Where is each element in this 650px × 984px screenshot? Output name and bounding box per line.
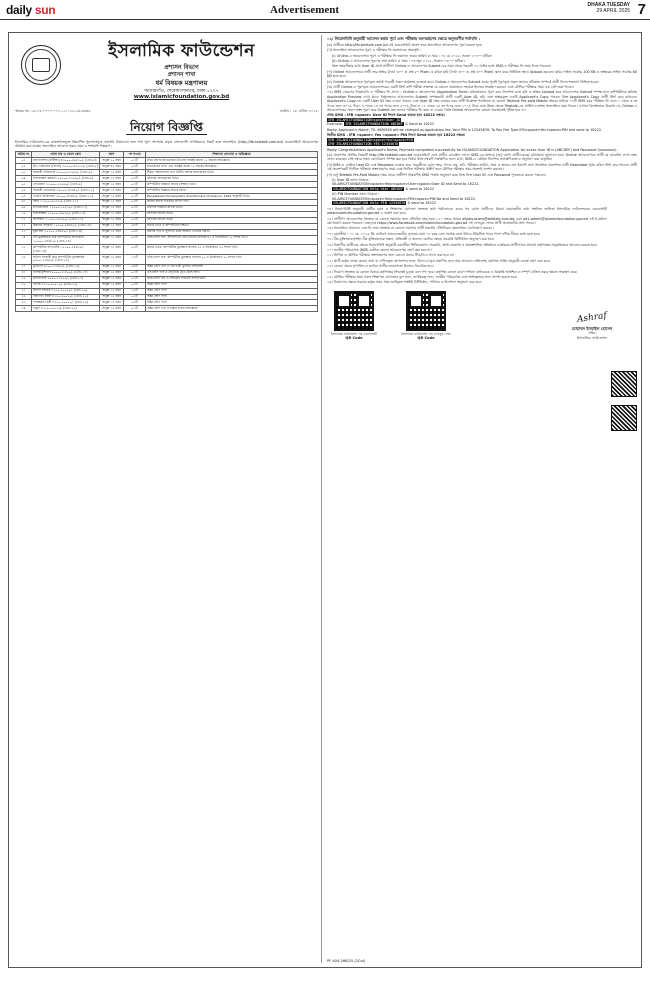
first-sms-title: প্রথম SMS : IFB <space> User ID লিখে Send করতে হবে 16222 নম্বরে। bbox=[327, 113, 445, 118]
vacancy-age: অনূর্ধ্ব ৩২ বছর bbox=[100, 288, 124, 294]
memo-number: স্মারক নং- ১৬.০৫.০০০০.০০১.১১.০২২.২৩-৩৩৩৪ bbox=[15, 109, 91, 114]
qr-and-signature-row bbox=[327, 291, 637, 340]
admit-card-download: (খ) SMS-এ প্রেরিত User ID এবং Password ব্যবহার করে পরবর্তীতে রোল নম্বর, পদের নাম, ছবি, পরীক্ষার তারিখ, সময় ও স্থানের নাম ইত্যাদি তথ্য সংবলিত প্রবেশপত্র প্রার্থী Download পূর্বক রঙিন প্রিন্ট করে নিবেন। প্রার্থী এই প্রবেশপত্রটি লিখিত পরীক্ষায় অংশগ্রহণের সময় এবং লিখিত পরীক্ষায় উত্তীর্ণ হলে মৌখিক পরীক্ষার সময় অবশ্যই প্রদর্শন করবেন। bbox=[327, 162, 637, 172]
vacancy-requirements: স্নাতক ডিগ্রি; কম্পিউটার মুদ্রাক্ষরে বাংলায় ২৫ ও ইংরেজিতে ৩০ শব্দের গতি। bbox=[146, 245, 318, 255]
recovery-pin-example: ISLAMICFOUNDATION Help PIN 12345678 bbox=[333, 201, 406, 206]
website-qr-block bbox=[327, 291, 381, 340]
vacancy-age: অনূর্ধ্ব ৩২ বছর bbox=[100, 217, 124, 223]
vacancy-count: ০২টি bbox=[124, 211, 146, 217]
cond-eligible-list: ০৪। নিয়োগবিধি অনুযায়ী প্রার্থীর বয়স ও শিক্ষাগত যোগ্যতা সংক্রান্ত তথ্য পর্যালোচনা করার পর যোগ্য প্রার্থীদের বিষয়ে প্রয়োজনীয় তথ্য সম্বলিত তালিকা ইসলামিক ফাউন্ডেশনের ওয়েবসাইট www.islamicfoundation.gov.bd এ প্রকাশ করা হবে। bbox=[327, 206, 607, 216]
memo-date: তারিখ : ২৮ এপ্রিল ২০২৫ bbox=[279, 109, 318, 114]
vacancy-post-name: সাঁট-মুদ্রাক্ষরিক কাম কম্পিউটার অপারেটর ১০২০০-২৪৬৮০/- (গ্রেড-১৪) bbox=[32, 235, 100, 245]
vacancy-count: ০৫টি bbox=[124, 294, 146, 300]
division-name: প্রশাসন বিভাগ bbox=[164, 64, 199, 72]
vacancy-serial: ০৫ bbox=[16, 182, 32, 188]
website-qr-caption: ইসলামিক ফাউন্ডেশন এর ওয়েবসাইট bbox=[330, 331, 378, 336]
vacancy-row bbox=[16, 255, 318, 265]
vacancy-serial: ১৮ bbox=[16, 270, 32, 276]
vacancy-requirements: অষ্টম শ্রেণি পাস। bbox=[146, 288, 318, 294]
vacancy-age: অনূর্ধ্ব ৩২ বছর bbox=[100, 211, 124, 217]
vacancy-serial: ১৫ bbox=[16, 245, 32, 255]
vacancy-count: ১৫টি bbox=[124, 255, 146, 265]
vacancy-post-name: নিরাপত্তা প্রহরী ৮২৫০-২০০১০/- (গ্রেড-২০) bbox=[32, 294, 100, 300]
side-qr-code-icon[interactable] bbox=[611, 371, 637, 397]
vacancy-requirements: এসএসসি পাস ও বৈদ্যুতিক ট্রেড কোর্স সনদ। bbox=[146, 270, 318, 276]
vacancy-count: ০২টি bbox=[124, 199, 146, 205]
cond-ta-da: ১১। লিখিত ও মৌখিক পরীক্ষায় অংশগ্রহণের জন্য কোনো প্রকার টিএ/ডিএ প্রদান করা হবে না। bbox=[327, 253, 455, 258]
vacancy-age: অনূর্ধ্ব ৩২ বছর bbox=[100, 276, 124, 282]
vacancy-table-header-cell: পদ সংখ্যা bbox=[124, 152, 146, 158]
vacancy-age: অনূর্ধ্ব ৩২ বছর bbox=[100, 282, 124, 288]
facebook-qr-caption: ইসলামিক ফাউন্ডেশন এর ফেসবুক পেজ bbox=[401, 331, 451, 336]
vacancy-table-header-cell: শিক্ষাগত যোগ্যতা ও অভিজ্ঞতা bbox=[146, 152, 318, 158]
second-sms-title: দ্বিতীয় SMS : IFB <space> Yes <space> PIN লিখে Send করতে হবে 16222 নম্বরে। bbox=[327, 133, 466, 138]
vacancy-age: অনূর্ধ্ব ৩২ বছর bbox=[100, 294, 124, 300]
vacancy-serial: ১৩ bbox=[16, 229, 32, 235]
vacancy-count: ০৩টি bbox=[124, 300, 146, 306]
vacancy-count: ০১টি bbox=[124, 276, 146, 282]
vacancy-requirements: বাণিজ্যে স্নাতক ডিগ্রি। bbox=[146, 217, 318, 223]
cond-fee-window: উক্ত সময়সীমার মধ্যে User ID প্রাপ্ত প্রার্থীগণ Online-এ আবেদনপত্র Submit-এর সময় থেকে পরবর্তী ৭২ ঘণ্টার মধ্যে SMS-এ পরীক্ষার ফি জমা দিতে পারবেন। bbox=[332, 64, 552, 69]
vacancy-serial: ২২ bbox=[16, 294, 32, 300]
vacancy-count: ০৫টি bbox=[124, 235, 146, 245]
page-number: 7 bbox=[637, 1, 646, 18]
vacancy-serial: ০১ bbox=[16, 158, 32, 164]
branch-name: প্রশাসন শাখা bbox=[167, 71, 196, 78]
vacancy-table bbox=[15, 151, 318, 312]
vacancy-post-name: কম্পিউটার অপারেটর ১০২০০-২৪৬৮০/- (গ্রেড-১৪) bbox=[32, 245, 100, 255]
vacancy-post-name: ক্যাটালগার ৯০০০-২১৮০০/- (গ্রেড-১৭) bbox=[32, 276, 100, 282]
second-sms-reply: Reply: Congratulations Applicant's Name, Payment completed successfully for ISLAMICFOUNDATION Application for xxxxx User ID is (ABCDEF) and Password (xxxxxxxx). bbox=[327, 147, 618, 152]
dateline-date: 29 APRIL 2025 bbox=[596, 8, 630, 15]
vacancy-serial: ২১ bbox=[16, 288, 32, 294]
cond-departmental: ০৯। বিভাগীয় প্রার্থীদের ক্ষেত্রে নিয়োগবিধি অনুযায়ী বয়সসীমা শিথিলযোগ্য। সরকারি, আধা-সরকারি ও স্বায়ত্তশাসিত প্রতিষ্ঠানে চাকরিরত প্রার্থীগণকে যথাযথ কর্তৃপক্ষের অনুমতিক্রমে আবেদন করতে হবে। bbox=[327, 242, 598, 247]
second-sms-format: IFB ISLAMICFOUNDATION<space>Yes<space>PIN bbox=[328, 137, 413, 142]
vacancy-serial: ১৯ bbox=[16, 276, 32, 282]
recovery-pin-format: ISLAMICFOUNDATION<space>Help<space>PIN<space>PIN No and Send to 16222. bbox=[332, 196, 477, 201]
vacancy-age: অনূর্ধ্ব ৪৫ বছর bbox=[100, 164, 124, 170]
vacancy-requirements: কামিল অথবা দাওরায়ে হাদিস পাস। bbox=[146, 199, 318, 205]
cond-quota: ০৮। বীর মুক্তিযোদ্ধা/শহিদ বীর মুক্তিযোদ্ধার সন্তান, প্রতিবন্ধী ও অন্যান্য কোটার ক্ষেত্রে সরকারি বিধিবিধান অনুসরণ করা হবে। bbox=[327, 237, 495, 242]
vacancy-requirements: প্রথম শ্রেণির স্নাতকোত্তর ডিগ্রিসহ সংশ্লিষ্ট কাজে ১৫ বছরের অভিজ্ঞতা। bbox=[146, 158, 318, 164]
cond-apply-online: (ক) প্রার্থীকে http://ifb.teletalk.com.bd এই ওয়েবসাইটে প্রবেশ করে অনলাইনে আবেদনপত্র পূরণ করতে হবে। bbox=[327, 42, 483, 47]
cond-helpline: ০৬। অনলাইনে আবেদন এবং ফি জমা সংক্রান্ত যে কোনো সমস্যায় প্রার্থী সরাসরি টেলিটকের হেল্পলাইনে যোগাযোগ করবেন। bbox=[327, 226, 494, 231]
cond-age-limit: ০৭। বয়সসীমা : ০১ মে, ২০২৫ খ্রি. তারিখে আবেদনকারীর ন্যূনতম বয়স ১৮ বছর এবং সর্বোচ্চ বয়স উপরে উল্লিখিত পদের পাশে বর্ণিত সীমার মধ্যে হতে হবে। bbox=[327, 231, 541, 236]
vacancy-row bbox=[16, 306, 318, 312]
vacancy-requirements: Bangladesh Homeopathic Practitioners Ordinance, 1983 অনুযায়ী ডিগ্রি। bbox=[146, 193, 318, 199]
vacancy-count: ১৫টি bbox=[124, 288, 146, 294]
notice-header bbox=[15, 41, 318, 101]
vacancy-table-header-cell: পদের নাম ও বেতন স্কেল bbox=[32, 152, 100, 158]
cond-schedule: (খ) অনলাইনে আবেদনপত্র পূরণ ও পরীক্ষার ফি জমাদানের সময়সূচি : bbox=[327, 48, 422, 53]
first-sms-example: IFB ISLAMICFOUNDATION ABCDEF bbox=[345, 122, 404, 127]
vacancy-age: অনূর্ধ্ব ৩২ বছর bbox=[100, 270, 124, 276]
vacancy-serial: ০৭ bbox=[16, 193, 32, 199]
recovery-pin-title: (ii) PIN Number জানা থাকলে : bbox=[332, 192, 380, 197]
cond-government-rules: ১৬। নিয়োগের ক্ষেত্রে সরকার কর্তৃক সময় সময় জারিকৃত সংশ্লিষ্ট বিধিবিধান, পরিপত্র ও নির্দেশনা অনুসরণ করা হবে। bbox=[327, 280, 482, 285]
vacancy-count: ০১টি bbox=[124, 164, 146, 170]
notice-intro: ইসলামিক ফাউন্ডেশন-এর রাজস্বখাতভুক্ত নিম্নবর্ণিত শূন্যপদসমূহে সরাসরি নিয়োগের জন্য শর্ত পূরণ সাপেক্ষে প্রকৃত বাংলাদেশি নাগরিকদের নিকট হতে অনলাইনে (http://ifb.teletalk.com.bd) ওয়েবসাইটে আবেদনপত্র আহ্বান করা যাচ্ছে। অনলাইনে আবেদন করার সময় ও শর্তাবলি নিম্নরূপ : bbox=[15, 139, 318, 148]
vacancy-serial: ১৪ bbox=[16, 235, 32, 245]
vacancy-requirements: অষ্টম শ্রেণি পাস। bbox=[146, 282, 318, 288]
recovery-userid-title: (i) User ID জানা থাকলে : bbox=[332, 178, 371, 183]
vacancy-post-name: উপ-পরিচালক (বিদেশ) ৩৫৫০০-৬৭০১০/- (গ্রেড-৫) bbox=[33, 163, 98, 168]
vacancy-age: অনূর্ধ্ব ৩২ বছর bbox=[100, 176, 124, 182]
vacancy-serial: ২৪ bbox=[16, 306, 32, 312]
vacancy-serial: ১১ bbox=[16, 217, 32, 223]
vacancy-age: অনূর্ধ্ব ৩২ বছর bbox=[100, 199, 124, 205]
vacancy-serial: ০৪ bbox=[16, 176, 32, 182]
vacancy-count: ০১টি bbox=[124, 270, 146, 276]
recovery-userid-send-to: & send to 16222 bbox=[405, 186, 435, 191]
vacancy-count: ০১টি bbox=[124, 217, 146, 223]
ministry-name: ধর্ম বিষয়ক মন্ত্রণালয় bbox=[155, 78, 208, 87]
vacancy-requirements: স্বীকৃত বিশ্ববিদ্যালয় হতে দ্বিতীয় শ্রেণির স্নাতকোত্তর ডিগ্রি। bbox=[146, 170, 318, 176]
vacancy-age: অনূর্ধ্ব ৩২ বছর bbox=[100, 223, 124, 229]
vacancy-count: ০১টি bbox=[124, 176, 146, 182]
cond-start-date: (i) Online-এ আবেদনপত্র পূরণ ও পরীক্ষার ফি জমাদান শুরুর তারিখ ও সময় : ০৪ মে ২০২৫, সকাল ১০:০০ ঘটিকা। bbox=[332, 53, 493, 58]
vacancy-serial: ০৮ bbox=[16, 199, 32, 205]
cond-contact: ০৫। প্রার্থীগণ আবেদনপত্র সংক্রান্ত যে কোনো সমস্যার জন্য টেলিটক নম্বর হতে ১২১ নম্বরে অথবা alljobs.query@teletalk.com.bd এবং ad1.admin@islamicfoundation.gov.bd এই ই-মেইলে যোগাযোগ করতে পারবেন। এছাড়াও https://www.facebook.com/islamicfoundation.gov.bd এই ফেসবুক পেজে প্রার্থী প্রয়োজনীয় তথ্য পাবেন। bbox=[327, 216, 607, 225]
vacancy-post-name: হোমিও চিকিৎসক ১৬০০০-৩৮৬৪০/- (গ্রেড-১০) bbox=[32, 193, 100, 199]
first-sms-reply: Reply: Applicant's Name, TK. 669/558 will be charged as application fee. Your PIN is 12345678. To Pay Fee Type IFB<space>Yes<space>PIN and send to 16222. bbox=[327, 127, 603, 132]
recovery-info: (গ) শুধু Teletalk Pre-Paid Mobile নম্বর থেকে প্রার্থীগণ নিম্নবর্ণিত SMS পদ্ধতি অনুসরণ করে নিজ নিজ User ID এবং Password পুনরুদ্ধার করতে পারবেন। bbox=[327, 172, 546, 177]
vacancy-requirements: গ্রন্থাগার বিজ্ঞানে স্নাতক ডিগ্রি। bbox=[146, 205, 318, 211]
vacancy-age: অনূর্ধ্ব ৩২ বছর bbox=[100, 235, 124, 245]
vacancy-count: ০৮টি bbox=[124, 223, 146, 229]
website-qr-code-icon[interactable] bbox=[334, 291, 374, 331]
vacancy-post-name: মুয়াজ্জিন ১০২০০-২৪৬৮০/- (গ্রেড-১৪) bbox=[32, 229, 100, 235]
vacancy-age: অনূর্ধ্ব ৩২ বছর bbox=[100, 193, 124, 199]
vacancy-requirements: এইচএসসি পাস ও লাইব্রেরি সায়েন্সে সার্টিফিকেট। bbox=[146, 276, 318, 282]
vacancy-count: ০৫টি bbox=[124, 282, 146, 288]
vacancy-post-name: সহকারী পরিচালক ২২০০০-৫৩০৬০/- (গ্রেড-৯) bbox=[32, 170, 100, 176]
vacancy-requirements: অষ্টম শ্রেণি পাস। bbox=[146, 300, 318, 306]
dateline-weekday: TUESDAY bbox=[606, 2, 630, 8]
vacancy-age: অনূর্ধ্ব ৩২ বছর bbox=[100, 306, 124, 312]
signatory-org: ইসলামিক ফাউন্ডেশন bbox=[577, 335, 607, 340]
vacancy-post-name: বাবুর্চি ৮২৫০-২০০১০/- (গ্রেড-২০) bbox=[32, 306, 100, 312]
vacancy-age: অনূর্ধ্ব ৩২ বছর bbox=[100, 245, 124, 255]
logo-part-daily: daily bbox=[6, 3, 32, 17]
vacancy-requirements: এইচএসসি পাস; কম্পিউটার মুদ্রাক্ষরে বাংলায় ২০ ও ইংরেজিতে ২০ শব্দের গতি। bbox=[146, 255, 318, 265]
vacancy-requirements: বাণিজ্যে স্নাতক ডিগ্রি। bbox=[146, 211, 318, 217]
vacancy-age: অনূর্ধ্ব ৫০ বছর bbox=[100, 158, 124, 164]
website-qr-label: QR Code bbox=[345, 335, 363, 340]
ad-reference-number: PF 404-266/25 (2Col) bbox=[327, 958, 366, 963]
vacancy-age: অনূর্ধ্ব ৩২ বছর bbox=[100, 187, 124, 193]
vacancy-count: ০১টি bbox=[124, 158, 146, 164]
signature-image: Ashraf bbox=[576, 311, 608, 326]
signatory-designation: সচিব bbox=[588, 331, 596, 336]
vacancy-post-name: লাইব্রেরিয়ান ১২৫০০-৩০২৩০/- (গ্রেড-১১) bbox=[32, 205, 100, 211]
vacancy-age: অনূর্ধ্ব ৩২ বছর bbox=[100, 255, 124, 265]
second-sms-example: IFB ISLAMICFOUNDATION YES 12345678 bbox=[328, 142, 399, 147]
cond-info-accuracy: (ঘ) Online আবেদনপত্রে পূরণকৃত তথ্যই পরবর্তী সকল কার্যক্রমে ব্যবহৃত হবে। Online-এ আবেদনপত্র Submit করার পূর্বেই পূরণকৃত সকল তথ্যের সঠিকতা সম্পর্কে প্রার্থী নিজে শতভাগ নিশ্চিত হবেন। bbox=[327, 79, 600, 84]
vacancy-post-name: খাদেম ৮২৫০-২০০১০/- (গ্রেড-২০) bbox=[32, 282, 100, 288]
vacancy-count: ০১টি bbox=[124, 182, 146, 188]
vacancy-requirements: অষ্টম শ্রেণি পাস। bbox=[146, 294, 318, 300]
notice-right-column bbox=[327, 37, 637, 340]
vacancy-age: অনূর্ধ্ব ৩২ বছর bbox=[100, 182, 124, 188]
vacancy-age: অনূর্ধ্ব ৩২ বছর bbox=[100, 229, 124, 235]
vacancy-serial: ২৩ bbox=[16, 300, 32, 306]
memo-row bbox=[15, 109, 318, 113]
logo-part-sun: sun bbox=[34, 3, 56, 17]
recovery-userid-example: ISLAMICFOUNDATION Help User ABCDEF bbox=[333, 186, 404, 191]
vacancy-serial: ০৯ bbox=[16, 205, 32, 211]
vacancy-age: অনূর্ধ্ব ৩২ বছর bbox=[100, 170, 124, 176]
vacancy-serial: ২০ bbox=[16, 282, 32, 288]
vacancy-count: ০১টি bbox=[124, 205, 146, 211]
notice-title bbox=[15, 120, 318, 135]
admit-card-info: (ক) প্রবেশপত্র প্রাপ্তির বিষয়টি http://ifb.teletalk.com.bd ওয়েবসাইটে এবং প্রার্থীর মোবাইল ফোনে SMS-এর মাধ্যমে (শুধু যোগ্য প্রার্থীদেরকে) যথাসময়ে জানানো হবে। Online আবেদনপত্রে প্রার্থী যে মোবাইল ফোন নম্বর প্রদান করেছেন সেই নম্বরে সকল যোগাযোগ সম্পন্ন করা হবে বিধায় উক্ত নম্বরটি সার্বক্ষণিক সচল রাখা, SMS-এ প্রেরিত নির্দেশনা তাৎক্ষণিকভাবে অনুসরণ করা বাঞ্ছনীয়। bbox=[327, 152, 637, 162]
vacancy-post-name: প্রোগ্রামার ২২০০০-৫৩০৬০/- (গ্রেড-৯) bbox=[32, 182, 100, 188]
vacancy-row bbox=[16, 245, 318, 255]
signatory-name: মোহাম্মদ ইসমাইল হোসেন bbox=[571, 326, 613, 332]
vacancy-count: ০৩টি bbox=[124, 245, 146, 255]
dateline-city: DHAKA bbox=[587, 2, 606, 8]
vacancy-post-name: হিসাবরক্ষক ১১০০০-২৬৫৯০/- (গ্রেড-১৩) bbox=[32, 211, 100, 217]
org-address: আগারগাঁও, শেরেবাংলানগর, ঢাকা-১২০৭ bbox=[144, 88, 219, 94]
cond-nid: ১০। জাতীয় পরিচয়পত্র (NID) ব্যতীত কোনো আবেদনপত্র গ্রহণ করা হবে না। bbox=[327, 248, 432, 253]
vacancy-requirements: অষ্টম শ্রেণি পাস ও বৈধ ভারী ড্রাইভিং লাইসেন্স। bbox=[146, 264, 318, 270]
cond-photo-upload: (গ) Online আবেদনপত্রে প্রার্থী তার স্বাক্ষর (দৈর্ঘ্য ৩০০ × প্রস্থ ৮০ Pixel) ও রঙিন ছবি (দৈর্ঘ্য ৩০০ × প্রস্থ ৩০০ Pixel) স্ক্যান করে নির্ধারিত স্থানে Upload করবেন। ছবির সাইজ সর্বোচ্চ 100 KB ও স্বাক্ষরের সাইজ সর্বোচ্চ 60 KB হতে হবে। bbox=[327, 69, 637, 79]
vacancy-requirements: এইচএসসি পাস; সাঁটলিপিতে প্রতি মিনিটে বাংলায় ৪৫ ও ইংরেজিতে ৭০ শব্দের গতি। bbox=[146, 235, 318, 245]
org-website-link[interactable]: www.islamicfoundation.gov.bd bbox=[133, 94, 230, 101]
vacancy-age: অনূর্ধ্ব ৩২ বছর bbox=[100, 300, 124, 306]
vacancy-age: অনূর্ধ্ব ৩২ বছর bbox=[100, 264, 124, 270]
notice-left-column bbox=[15, 37, 318, 312]
vacancy-age: অনূর্ধ্ব ৩২ বছর bbox=[100, 205, 124, 211]
notice-title-text: নিয়োগ বিজ্ঞপ্তি bbox=[126, 120, 207, 135]
vacancy-count: ০১টি bbox=[124, 187, 146, 193]
vacancy-row bbox=[16, 235, 318, 245]
recruitment-notice bbox=[8, 32, 642, 968]
vacancy-count: ০২টি bbox=[124, 229, 146, 235]
vacancy-post-name: মহাপরিদর্শক (নিরীক্ষা) ৪৩০০০-৬৯৮৫০/- (গ্রেড-৪) bbox=[32, 158, 100, 164]
section-title: Advertisement bbox=[270, 4, 340, 16]
vacancy-count: ০৫টি bbox=[124, 170, 146, 176]
sms-fee-rules: ০৩। SMS প্রেরণের নিয়মাবলি ও পরীক্ষার ফি প্রদান : Online-এ আবেদনপত্র (Application Form) যথাযথভাবে পূরণ করে নির্দেশনা মতে ছবি ও স্বাক্ষর Upload করে আবেদনপত্র Submit সম্পন্ন হলে কম্পিউটারে ছবিসহ Application Preview দেখা যাবে। নির্ভুলভাবে আবেদনপত্র Submit সম্পন্নকারী প্রার্থী একটি User ID, ছবি এবং স্বাক্ষরযুক্ত একটি Applicant's Copy পাবেন। উক্ত Applicant's Copy প্রার্থী প্রিন্ট করে রাখবেন। Applicant's Copy-তে একটি User ID নম্বর দেওয়া থাকবে এবং User ID নম্বর ব্যবহার করে প্রার্থী নিম্নোক্ত পদ্ধতিতে যে কোনো Teletalk Pre-paid Mobile নম্বরের মাধ্যমে ০২টি SMS করে পরীক্ষার ফি বাবদ ১ থেকে ৩ নং পদের জন্য ৩০০/- টাকা, ৪ থেকে ১৪ নং পদের জন্য ২০০/- টাকা ও ১৫ থেকে ২৪ নং পদের জন্য ১০০/- টাকা এবং উভয় ক্ষেত্রে Teletalk-এর সার্ভিস চার্জসহ অনলাইনে জমা দিবেন। এখানে বিশেষভাবে উল্লেখ্য যে, Online-এ আবেদনপত্রের সকল অংশ পূরণ করে Submit করা হলেও পরীক্ষার ফি জমা না দেওয়া পর্যন্ত Online আবেদনপত্র কোনো অবস্থাতেই গৃহীত হবে না। bbox=[327, 90, 637, 113]
vacancy-requirements: স্নাতকোত্তর ডিগ্রি এবং সংশ্লিষ্ট কাজে ১০ বছরের অভিজ্ঞতা। bbox=[146, 164, 318, 170]
vacancy-post-name: অফিস সহায়ক ৮২৫০-২০০১০/- (গ্রেড-২০) bbox=[32, 288, 100, 294]
org-title: ইসলামিক ফাউন্ডেশন bbox=[108, 41, 255, 61]
cond-documents: ১৫। মৌখিক পরীক্ষার সময় সকল শিক্ষাগত যোগ্যতার মূল সনদ, নাগরিকত্ব সনদ, জাতীয় পরিচয়পত্র এবং অভিজ্ঞতার সনদ প্রদর্শন করতে হবে। bbox=[327, 275, 518, 280]
recovery-userid-format: ISLAMICFOUNDATION<space>Help<space>User<space>User ID and Send to 16222. bbox=[332, 182, 480, 187]
dateline bbox=[587, 1, 646, 18]
vacancy-requirements: অষ্টম শ্রেণি পাস ও রান্নার কাজে অভিজ্ঞতা। bbox=[146, 306, 318, 312]
column-divider bbox=[321, 35, 322, 963]
cond-end-date: (ii) Online-এ আবেদনপত্র পূরণের শেষ তারিখ ও সময় : ০৩ জুন ২০২৫, বিকাল ০৫:০০ ঘটিকা। bbox=[332, 58, 465, 63]
vacancy-post-name: অফিস সহকারী কাম কম্পিউটার মুদ্রাক্ষরিক ৯৩০০-২২৪৯০/- (গ্রেড-১৬) bbox=[32, 255, 100, 265]
vacancy-post-name: ড্রাইভার ৯৩০০-২২৪৯০/- (গ্রেড-১৬) bbox=[32, 264, 100, 270]
vacancy-post-name: হিসাবরক্ষণ কর্মকর্তা ২২০০০-৫৩০৬০/- (গ্রেড-৯) bbox=[32, 176, 100, 182]
vacancy-count: ০৪টি bbox=[124, 264, 146, 270]
cond-lobbying: ১৩। কোনো প্রকার সুপারিশ বা তদবির প্রার্থীর অযোগ্যতা হিসেবে বিবেচিত হবে। bbox=[327, 264, 434, 269]
cond-print-copy: (ঙ) প্রার্থী Online-এ পূরণকৃত আবেদনপত্রের একটি প্রিন্ট কপি পরীক্ষা সংক্রান্ত যে কোনো প্রয়োজনে সহায়ক হিসেবে সংরক্ষণ করবেন এবং মৌখিক পরীক্ষার সময় এক সেট জমা দিবেন। bbox=[327, 84, 574, 89]
facebook-qr-code-icon[interactable] bbox=[406, 291, 446, 331]
vacancy-serial: ১০ bbox=[16, 211, 32, 217]
vacancy-table-header-cell: বয়স bbox=[100, 152, 124, 158]
vacancy-requirements: বাণিজ্যে স্নাতকোত্তর ডিগ্রি। bbox=[146, 176, 318, 182]
first-sms-send-to: & Send to 16222 bbox=[405, 122, 435, 127]
vacancy-count: ০১টি bbox=[124, 193, 146, 199]
conditions-heading: ০২। নিয়োগবিধি অনুযায়ী আবেদন করার পূর্বে এবং পরীক্ষায় অংশগ্রহণের ক্ষেত্রে অনুসরণীয় শর্তাবলি : bbox=[327, 36, 481, 41]
example-label: Example: bbox=[327, 122, 344, 127]
vacancy-serial: ১৬ bbox=[16, 255, 32, 265]
side-qr-code-icon[interactable] bbox=[611, 405, 637, 431]
recovery-pin-send-to: & send to 16222 bbox=[407, 201, 437, 206]
cond-false-info: ১২। প্রার্থী কর্তৃক প্রদত্ত কোনো তথ্য বা দাখিলকৃত কাগজপত্র জাল, মিথ্যা বা ভুল প্রমাণিত হলে তার আবেদন বাতিলসহ প্রচলিত আইন অনুযায়ী ব্যবস্থা গ্রহণ করা হবে। bbox=[327, 258, 551, 263]
vacancy-post-name: পরিচ্ছন্নতা কর্মী ৮২৫০-২০০১০/- (গ্রেড-২০) bbox=[32, 300, 100, 306]
vacancy-serial: ০২ bbox=[16, 164, 32, 170]
vacancy-requirements: আলিম পাস ও সুললিত কণ্ঠে আজান দেওয়ার দক্ষতা। bbox=[146, 229, 318, 235]
facebook-qr-block bbox=[399, 291, 453, 340]
vacancy-post-name: ক্যাশিয়ার ১১০০০-২৬৫৯০/- (গ্রেড-১৩) bbox=[32, 217, 100, 223]
vacancy-count: ০১টি bbox=[124, 306, 146, 312]
vacancy-requirements: কম্পিউটার বিজ্ঞানে স্নাতক (সম্মান) ডিগ্রি। bbox=[146, 182, 318, 188]
vacancy-serial: ১৭ bbox=[16, 264, 32, 270]
vacancy-serial: ১২ bbox=[16, 223, 32, 229]
newspaper-masthead bbox=[0, 0, 650, 20]
vacancy-serial: ০৩ bbox=[16, 170, 32, 176]
vacancy-requirements: কম্পিউটার বিজ্ঞানে স্নাতক ডিগ্রি। bbox=[146, 187, 318, 193]
vacancy-table-body bbox=[16, 158, 318, 312]
vacancy-post-name: ইমাম ১২৫০০-৩০২৩০/- (গ্রেড-১১) bbox=[32, 199, 100, 205]
vacancy-requirements: স্নাতক ডিগ্রি ও কম্পিউটারে দক্ষতা। bbox=[146, 223, 318, 229]
vacancy-serial: ০৬ bbox=[16, 187, 32, 193]
vacancy-post-name: উচ্চমান সহকারী ১০২০০-২৪৬৮০/- (গ্রেড-১৪) bbox=[32, 223, 100, 229]
vacancy-post-name: ইলেকট্রিশিয়ান ৯০০০-২১৮০০/- (গ্রেড-১৭) bbox=[32, 270, 100, 276]
first-sms-format: IFB ISLAMICFOUNDATION<space>User ID bbox=[328, 117, 401, 122]
facebook-qr-label: QR Code bbox=[417, 335, 435, 340]
foundation-emblem-icon bbox=[21, 45, 61, 85]
newspaper-logo bbox=[6, 3, 55, 18]
vacancy-post-name: সহকারী প্রোগ্রামার ১৬০০০-৩৮৬৪০/- (গ্রেড-১০) bbox=[32, 187, 100, 193]
cond-authority: ১৪। নিয়োগ সংক্রান্ত যে কোনো বিষয়ে কর্তৃপক্ষের সিদ্ধান্তই চূড়ান্ত বলে গণ্য হবে। কর্তৃপক্ষ কোনো কারণ দর্শানো ব্যতিরেকে এ বিজ্ঞপ্তি আংশিক বা সম্পূর্ণ বাতিল করার ক্ষমতা সংরক্ষণ করে। bbox=[327, 269, 578, 274]
vacancy-table-header-cell: ক্রমিক নং bbox=[16, 152, 32, 158]
signatory-block bbox=[547, 313, 637, 340]
